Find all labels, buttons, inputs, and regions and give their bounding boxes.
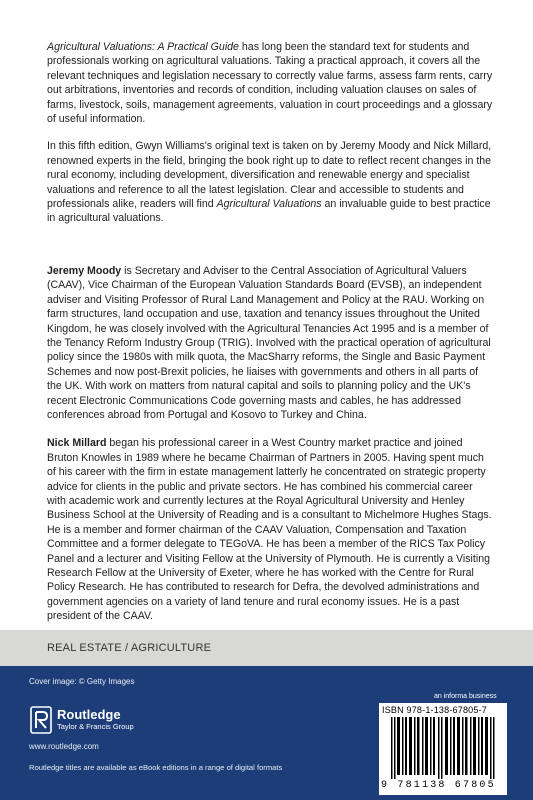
cover-credit: Cover image: © Getty Images [29, 677, 135, 686]
barcode-digits: 9 781138 67805 [381, 780, 496, 791]
author-name-2: Nick Millard [47, 437, 107, 450]
barcode-icon [391, 717, 495, 779]
isbn-barcode [379, 703, 507, 795]
category-band [0, 630, 533, 666]
publisher-name: Routledge [57, 707, 121, 722]
author-name-1: Jeremy Moody [47, 264, 122, 277]
book-title: Agricultural Valuations: A Practical Guide [47, 41, 239, 53]
publisher-website[interactable]: www.routledge.com [29, 742, 99, 751]
ebook-note: Routledge titles are available as eBook editions in a range of digital formats [29, 763, 283, 772]
back-cover-text [47, 40, 493, 624]
description-paragraph-1: Agricultural Valuations: A Practical Guide has long been the standard text for students and professionals working on agricultural valuations. Taking a practical approach, it covers all the relevant techniques and legislation necessary to correctly value farms, assess farm rents, carry out arbitrations, inventories and records of condition, including valuation clauses on sales of farms, livestock, soils, management agreements, valuation in court proceedings and a glossary of useful information. [47, 41, 493, 126]
informa-label: an informa business [434, 693, 497, 700]
publisher-block [57, 708, 134, 732]
category-label: REAL ESTATE / AGRICULTURE [47, 642, 212, 654]
publisher-subtitle: Taylor & Francis Group [57, 722, 134, 731]
author-bio-1: Jeremy Moody is Secretary and Adviser to the Central Association of Agricultural Valuers (CAAV), Vice Chairman of the European Valuation Standards Board (EVSB), an independent adviser and Visiting Professor of Rural Land Management and Policy at the RAU. Working on farm structures, land occupation and use, taxation and tenancy issues throughout the United Kingdom, he was closely involved with the Agricultural Tenancies Act 1995 and is a member of the Tenancy Reform Industry Group (TRIG). Involved with the practical operation of agricultural policy since the 1980s with milk quota, the MacSharry reforms, the Single and Basic Payment Schemes and now post-Brexit policies, he liaises with governments and others in all parts of the UK. With work on matters from natural capital and soils to planning policy and the UK's recent Electronic Communications Code governing masts and cables, he has addressed conferences abroad from Portugal and Kosovo to Turkey and China. [47, 264, 491, 421]
isbn-text: ISBN 978-1-138-67805-7 [382, 705, 487, 715]
routledge-logo-icon [30, 706, 52, 734]
publisher-footer [0, 666, 533, 800]
author-bio-2: Nick Millard began his professional career in a West Country market practice and joined Bruton Knowles in 1989 where he became Chairman of Partners in 2005. Having spent much of his career with the firm in estate management latterly he concentrated on strategic property advice for clients in the public and private sectors. He has combined his commercial career with academic work and currently lectures at the Royal Agricultural University and Henley Business School at the University of Reading and is a consultant to Michelmore Hughes Stags. He is a member and former chairman of the CAAV Valuation, Compensation and Taxation Committee and a former delegate to TEGoVA. He has been a member of the RICS Tax Policy Panel and a lecturer and Visiting Fellow at the University of Plymouth. He is currently a Visiting Research Fellow at the University of Exeter, where he has worked with the Centre for Rural Policy Research. He has contributed to research for Defra, the devolved administrations and government agencies on a variety of land tenure and rural economy issues. He is a past president of the CAAV. [47, 437, 492, 623]
description-paragraph-2: In this fifth edition, Gwyn Williams's original text is taken on by Jeremy Moody and Nick Millard, renowned experts in the field, bringing the book right up to date to reflect recent changes in the rural economy, including development, diversification and renewable energy and specialist valuations and reference to all the latest legislation. Clear and accessible to students and professionals alike, readers will find Agricultural Valuations an invaluable guide to best practice in agricultural valuations. [47, 140, 492, 225]
